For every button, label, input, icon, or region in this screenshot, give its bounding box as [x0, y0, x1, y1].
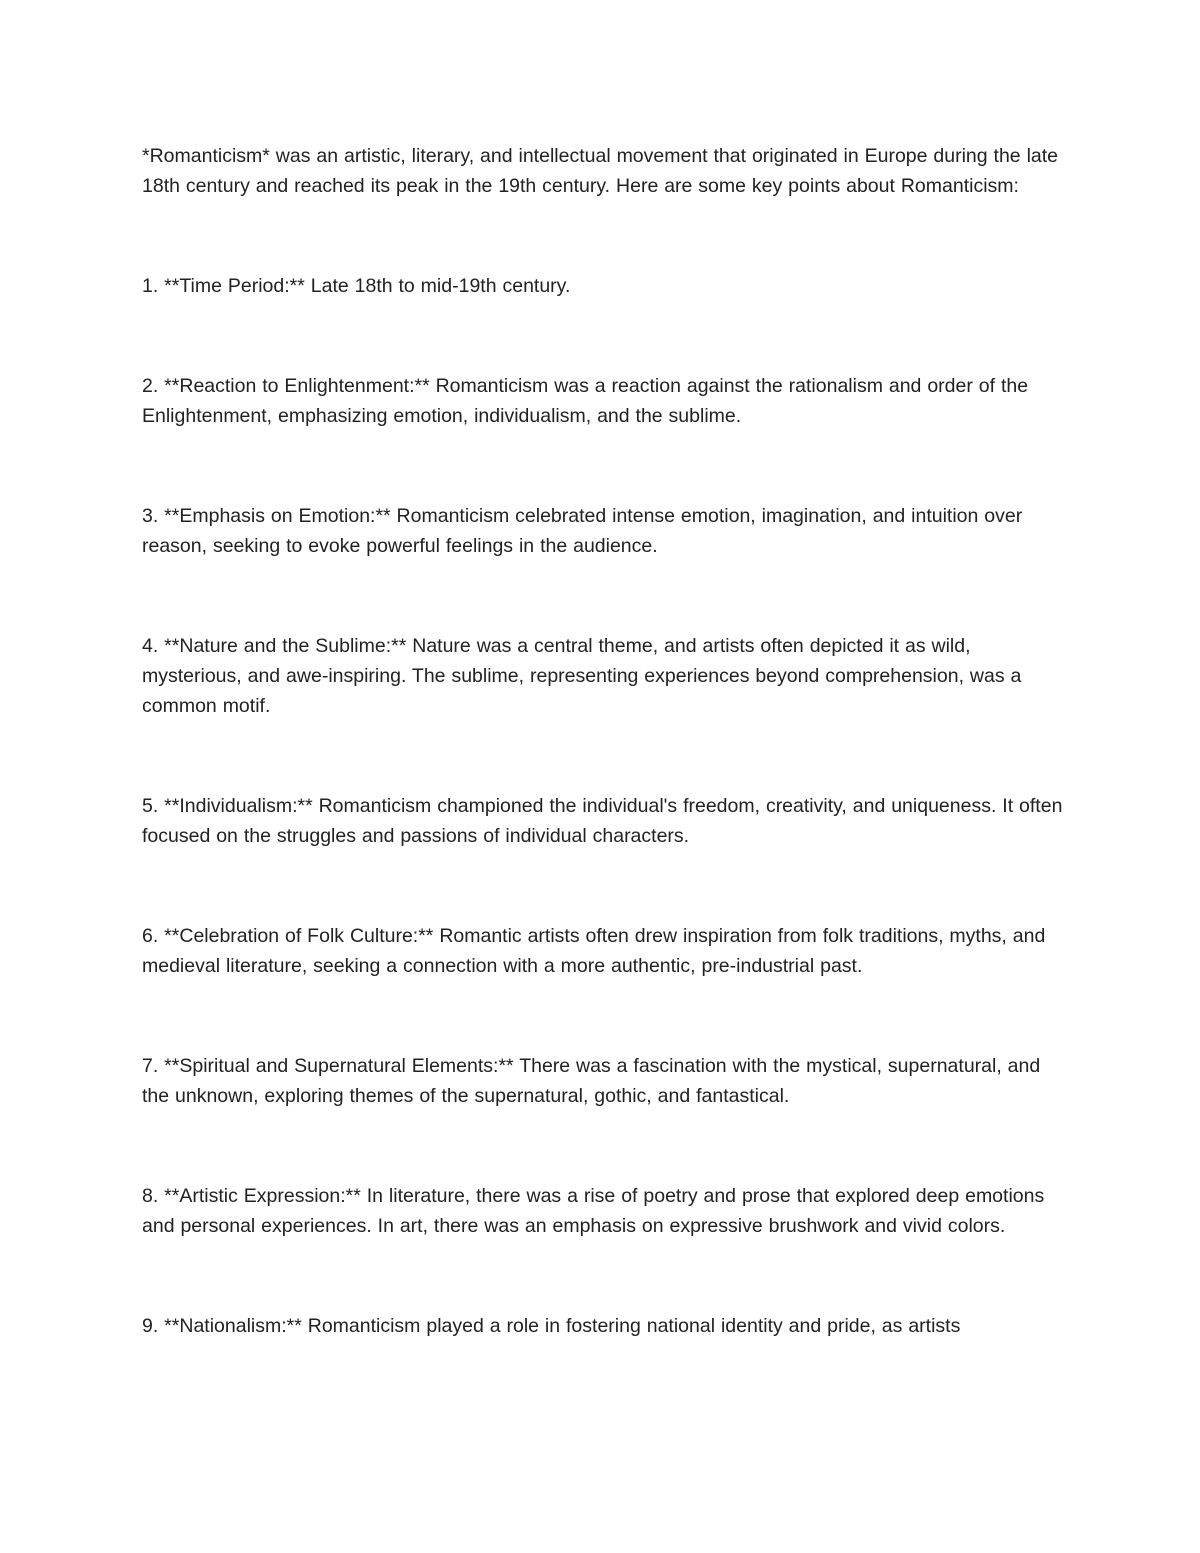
document-body [142, 141, 1072, 1341]
list-item: 7. **Spiritual and Supernatural Elements:** There was a fascination with the mystical, supernatural, and the unknown, exploring themes of the supernatural, gothic, and fantastical. [142, 1055, 1041, 1107]
list-item: 5. **Individualism:** Romanticism championed the individual's freedom, creativity, and uniqueness. It often focused on the struggles and passions of individual characters. [142, 795, 1063, 847]
list-item: 8. **Artistic Expression:** In literature, there was a rise of poetry and prose that explored deep emotions and personal experiences. In art, there was an emphasis on expressive brushwork and vivid colors. [142, 1185, 1045, 1237]
list-item: 3. **Emphasis on Emotion:** Romanticism celebrated intense emotion, imagination, and intuition over reason, seeking to evoke powerful feelings in the audience. [142, 505, 1023, 557]
list-item: 2. **Reaction to Enlightenment:** Romanticism was a reaction against the rationalism and order of the Enlightenment, emphasizing emotion, individualism, and the sublime. [142, 375, 1029, 427]
list-item: 9. **Nationalism:** Romanticism played a role in fostering national identity and pride, as artists [142, 1315, 961, 1337]
list-item: 6. **Celebration of Folk Culture:** Romantic artists often drew inspiration from folk traditions, myths, and medieval literature, seeking a connection with a more authentic, pre-industrial past. [142, 925, 1046, 977]
list-item: 4. **Nature and the Sublime:** Nature was a central theme, and artists often depicted it as wild, mysterious, and awe-inspiring. The sublime, representing experiences beyond comprehension, was a common motif. [142, 635, 1022, 717]
list-item: 1. **Time Period:** Late 18th to mid-19th century. [142, 275, 571, 297]
intro-paragraph: *Romanticism* was an artistic, literary, and intellectual movement that originated in Europe during the late 18th century and reached its peak in the 19th century. Here are some key points about Romanticism: [142, 145, 1059, 197]
